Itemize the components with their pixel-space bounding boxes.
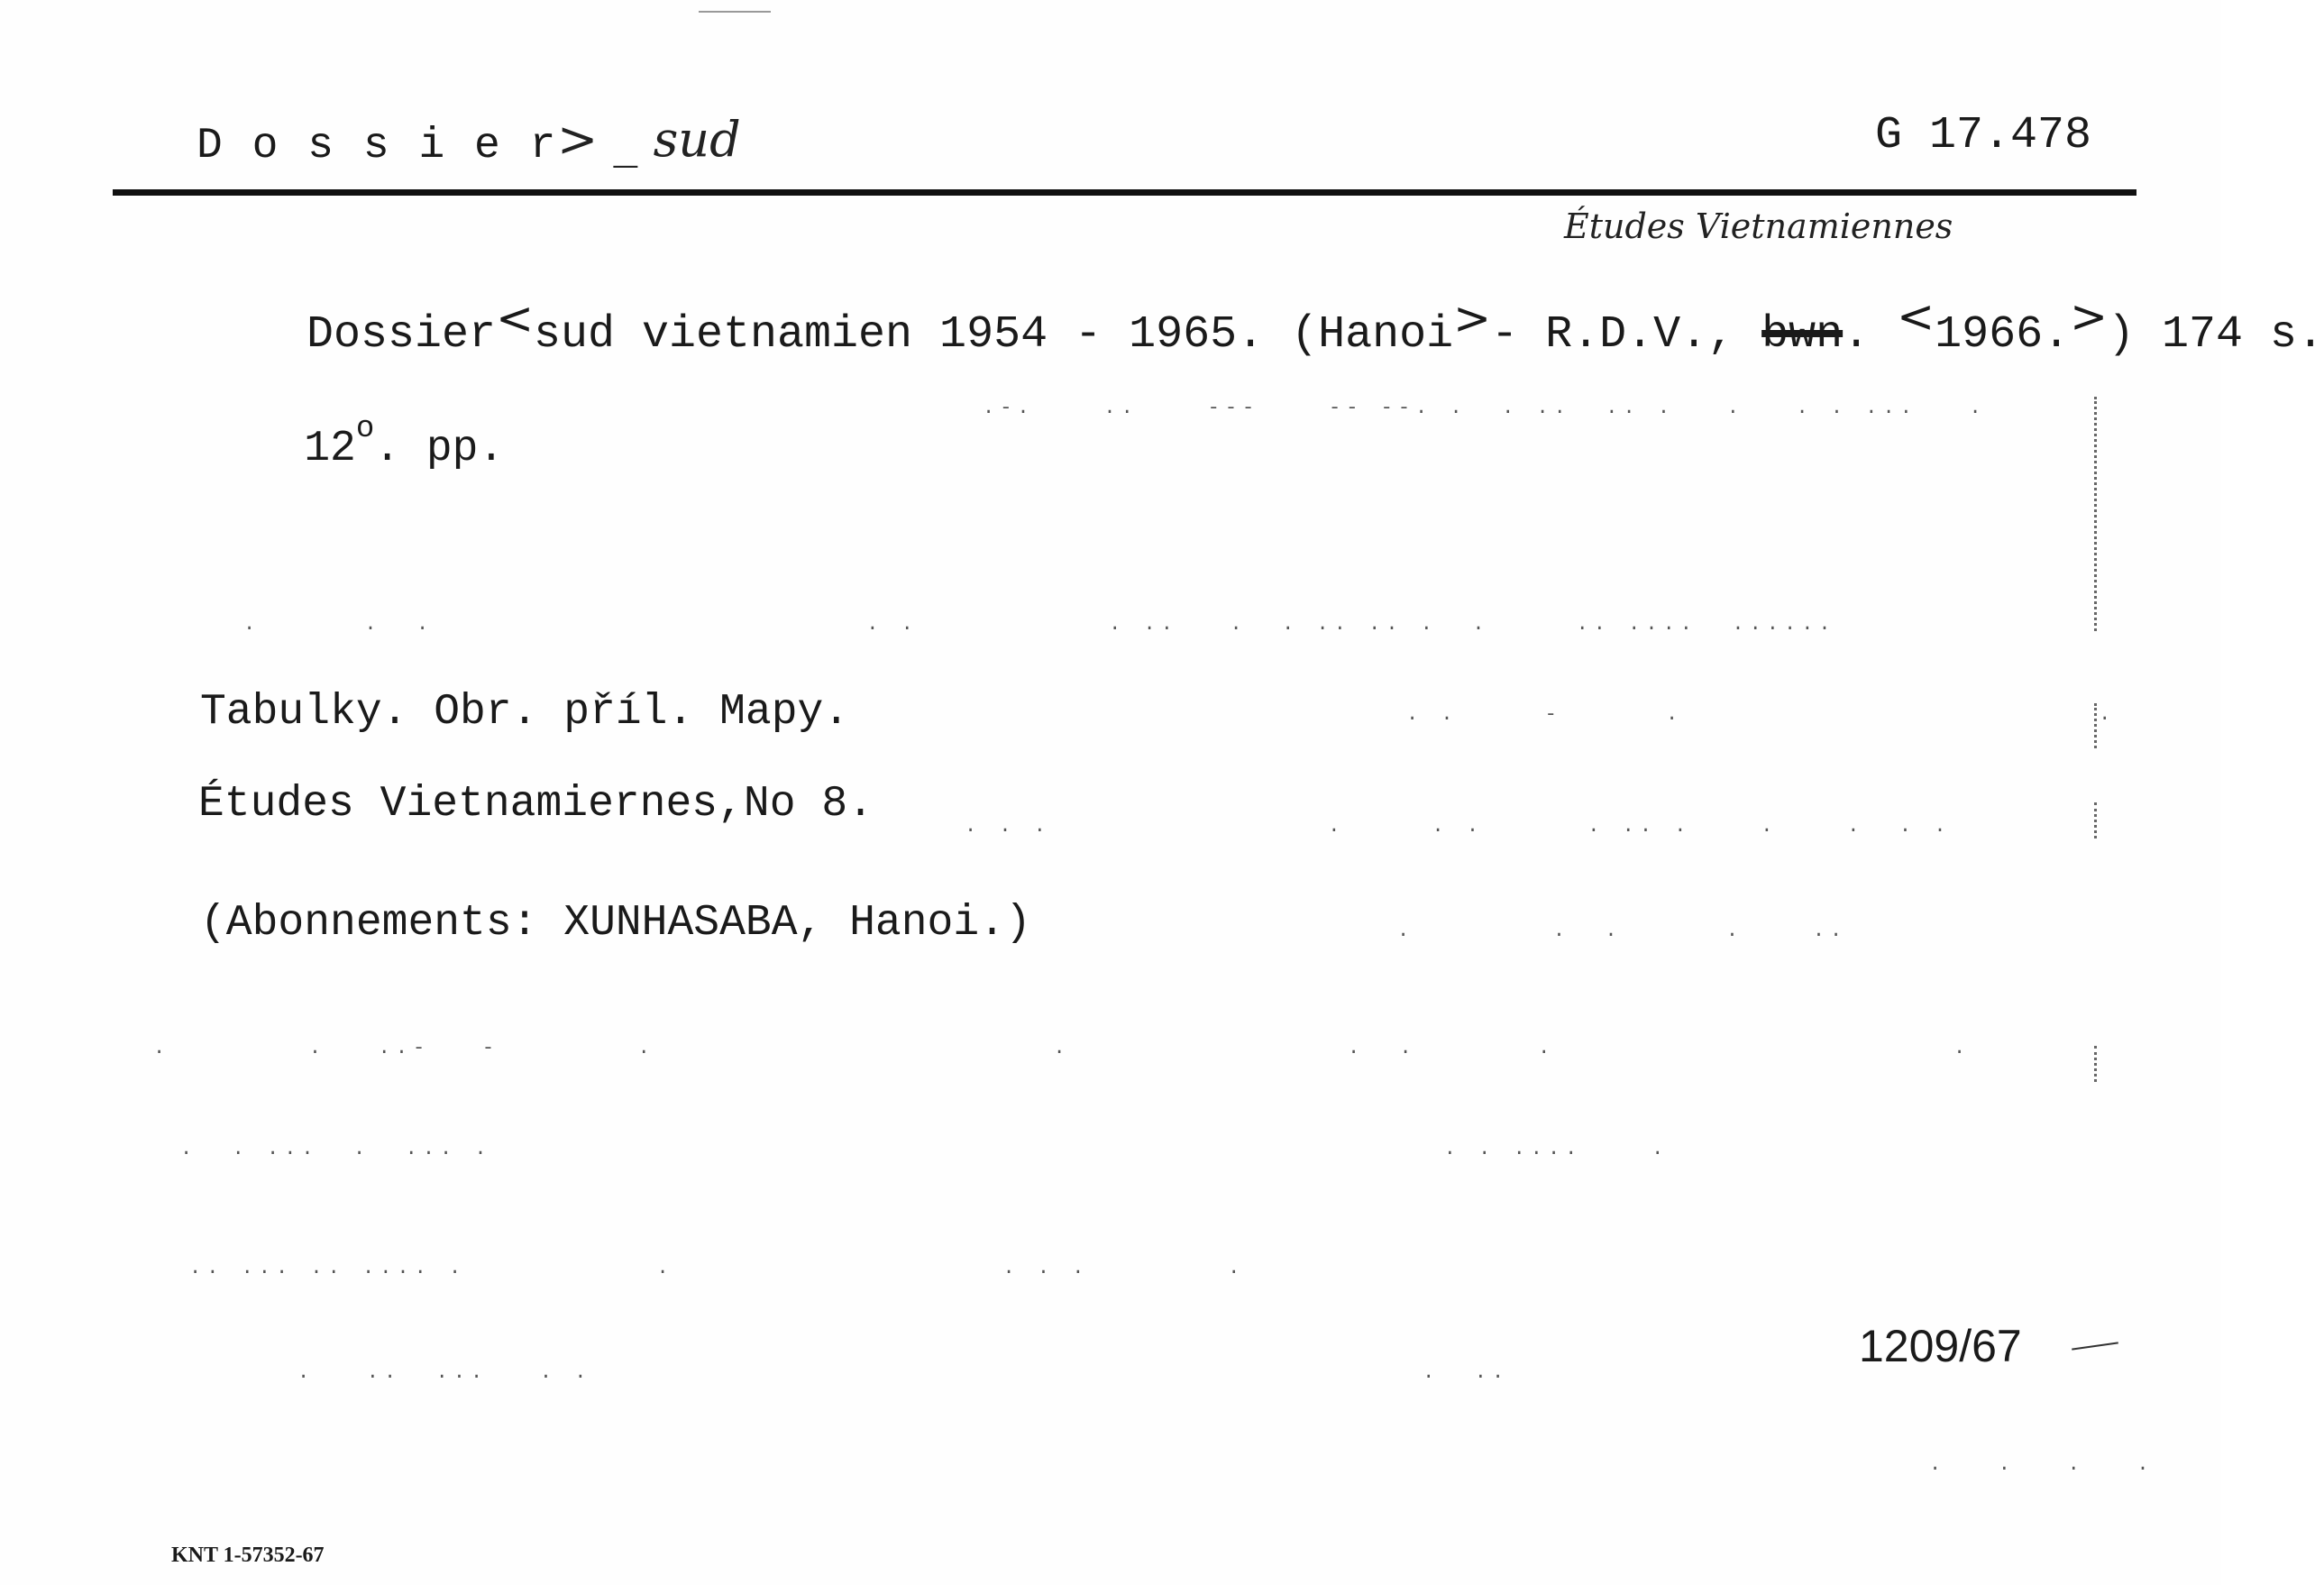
print-code: KNT 1-57352-67 [171,1544,325,1567]
card-heading: D o s s i e r [197,122,558,170]
format-degree: o [355,412,375,446]
scan-mark [699,11,771,13]
scan-specks: . . . . . . . .. . . . . . [965,815,1952,838]
title-word-dossier: Dossier [307,309,497,361]
accession-dash [2072,1342,2118,1350]
edge-dots [2094,802,2100,838]
scan-specks: .. ... .. .... . . . . . . [189,1257,1246,1279]
scan-specks: . . ..- - . . . . . . [153,1037,1972,1059]
scan-specks: . . - . . [1406,703,2117,726]
format-line [200,384,504,514]
scan-specks: . . ... . ... . . . .... . [180,1138,1670,1160]
struck-text: bwn [1761,309,1844,361]
series-line: Études Vietnamiernes,No 8. [198,780,874,829]
accession-number: 1209/67 [1859,1321,2022,1371]
scan-specks: .-. .. --- -- --. . . .. .. . . . . ... . [983,397,1987,419]
edge-dots [2094,703,2100,748]
heading-handwritten-note: > _ sud [557,111,741,168]
imprint-text: - R.D.V., [1491,309,1762,361]
edge-dots [2094,397,2100,631]
handwritten-annotation: Études Vietnamiennes [1564,206,1953,246]
format-rest: . pp. [374,425,505,473]
notes-line: Tabulky. Obr. příl. Mapy. [200,688,850,737]
insert-caret: > [1453,292,1492,344]
call-number: G 17.478 [1875,110,2092,161]
insert-caret: < [1897,290,1935,343]
scan-specks: . .. ... . . . .. [297,1361,1510,1384]
scan-specks: . . . . [1929,1453,2155,1476]
scan-specks: . . . . . . .. . . .. .. . . .. .... ...... [243,613,1836,636]
insert-caret: > [2070,290,2108,343]
imprint-year: 1966. [1935,309,2071,361]
subscription-line: (Abonnements: XUNHASABA, Hanoi.) [200,899,1031,948]
insert-caret: < [496,292,534,344]
imprint-dot: . [1843,309,1898,361]
page-count: ) 174 s. [2108,309,2324,361]
header-rule [113,189,2136,196]
title-text: sud vietnamien 1954 - 1965. (Hanoi [533,309,1454,361]
edge-dots [2094,1046,2100,1082]
scan-specks: . . . . .. [1397,920,1848,942]
format-number: 12 [304,425,356,473]
entry-title-line [198,263,2324,403]
